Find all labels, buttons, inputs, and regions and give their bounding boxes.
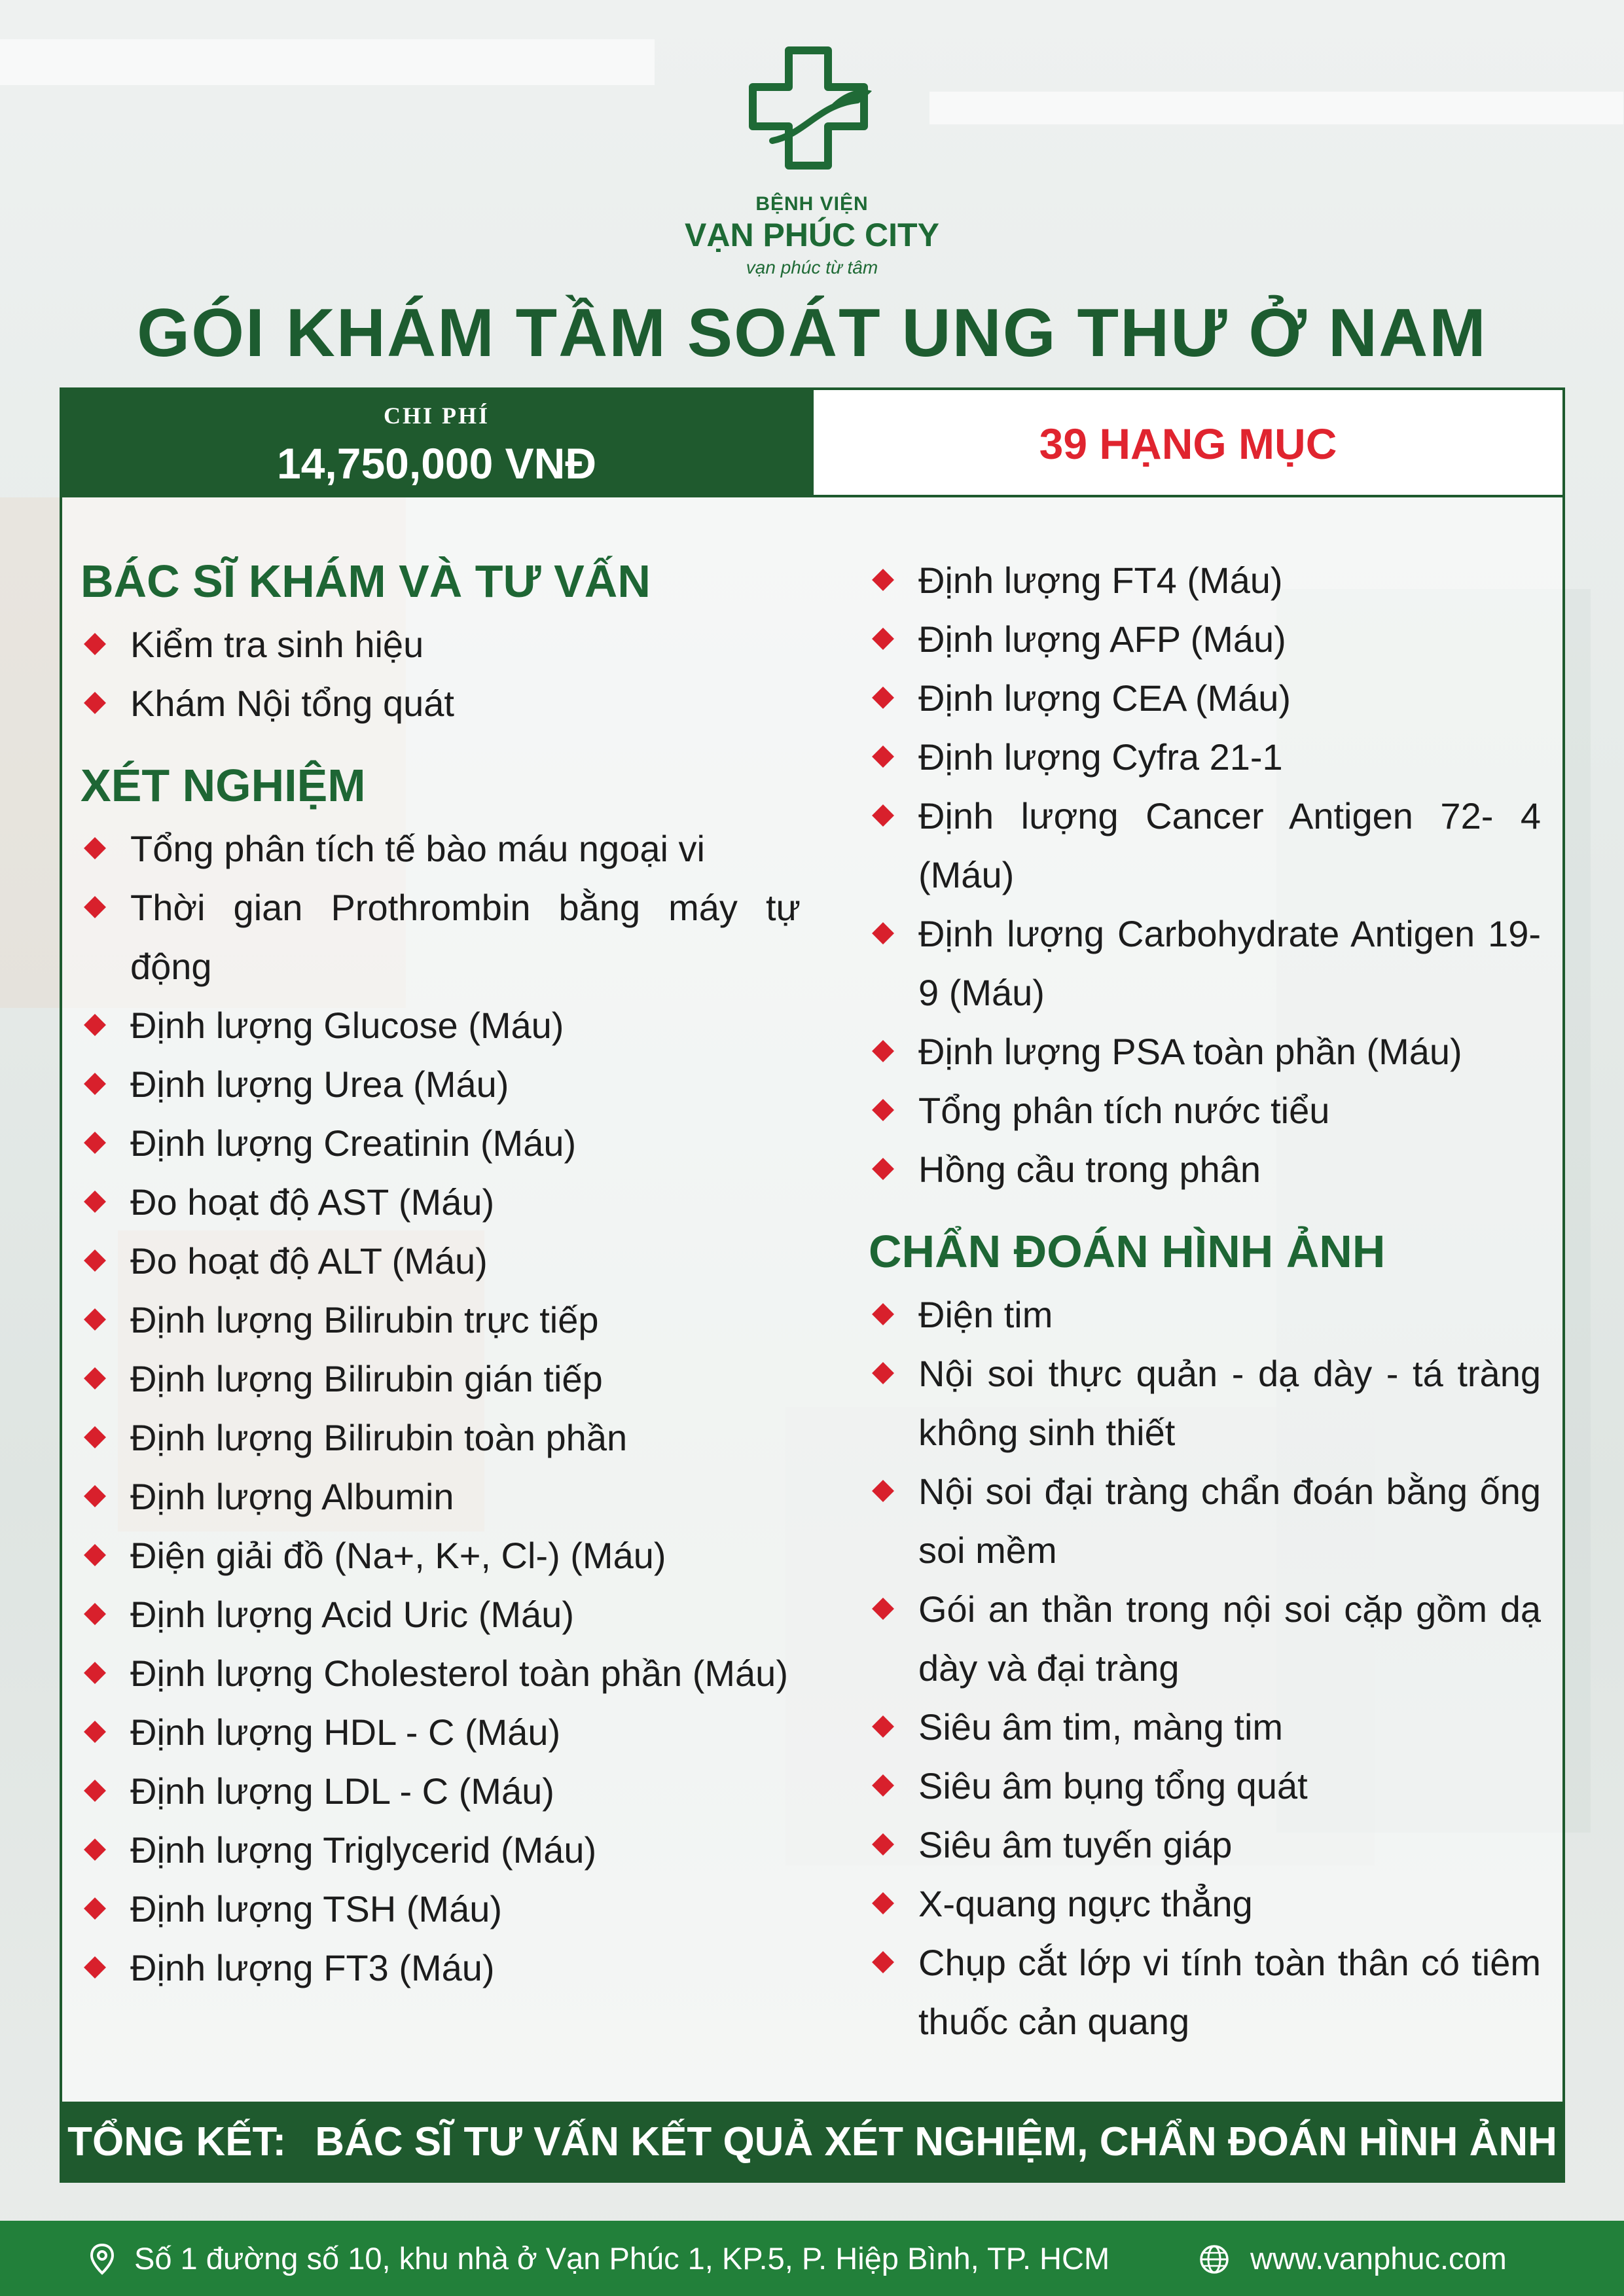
left-column: [81, 550, 801, 1998]
red-diamond-bullet-icon: [84, 1132, 106, 1154]
list-item: Tổng phân tích tế bào máu ngoại vi: [81, 819, 801, 878]
red-diamond-bullet-icon: [872, 804, 894, 827]
list-item: Đo hoạt độ ALT (Máu): [81, 1232, 801, 1291]
right-column: [869, 551, 1541, 2051]
red-diamond-bullet-icon: [872, 922, 894, 944]
list-item: Định lượng Creatinin (Máu): [81, 1114, 801, 1173]
red-diamond-bullet-icon: [872, 1774, 894, 1797]
list-item: Định lượng AFP (Máu): [869, 610, 1541, 669]
list-item: Định lượng Cholesterol toàn phần (Máu): [81, 1644, 801, 1703]
red-diamond-bullet-icon: [872, 1833, 894, 1856]
red-diamond-bullet-icon: [84, 1367, 106, 1390]
list-item: Nội soi thực quản - dạ dày - tá tràng không sinh thiết: [869, 1344, 1541, 1462]
red-diamond-bullet-icon: [872, 687, 894, 709]
red-diamond-bullet-icon: [84, 1780, 106, 1802]
red-diamond-bullet-icon: [84, 1897, 106, 1920]
red-diamond-bullet-icon: [872, 745, 894, 768]
list-item: Định lượng Bilirubin gián tiếp: [81, 1350, 801, 1408]
list-item: Định lượng Urea (Máu): [81, 1055, 801, 1114]
list-item: Định lượng Glucose (Máu): [81, 996, 801, 1055]
list-item: Định lượng Albumin: [81, 1467, 801, 1526]
red-diamond-bullet-icon: [84, 1014, 106, 1036]
red-diamond-bullet-icon: [84, 896, 106, 918]
red-diamond-bullet-icon: [872, 1892, 894, 1914]
red-diamond-bullet-icon: [872, 1480, 894, 1502]
red-diamond-bullet-icon: [84, 692, 106, 714]
list-item: Siêu âm tim, màng tim: [869, 1698, 1541, 1757]
list-item: Siêu âm tuyến giáp: [869, 1816, 1541, 1874]
list-item: Định lượng FT3 (Máu): [81, 1939, 801, 1998]
section-heading-consult: BÁC SĨ KHÁM VÀ TƯ VẤN: [81, 556, 651, 607]
red-diamond-bullet-icon: [84, 1721, 106, 1743]
list-item: Định lượng LDL - C (Máu): [81, 1762, 801, 1821]
brand-name: VẠN PHÚC CITY: [685, 217, 939, 253]
red-diamond-bullet-icon: [84, 1073, 106, 1095]
red-diamond-bullet-icon: [872, 1040, 894, 1062]
section-heading-lab: XÉT NGHIỆM: [81, 760, 366, 811]
summary-label: TỔNG KẾT:: [67, 2119, 287, 2164]
red-diamond-bullet-icon: [872, 1303, 894, 1325]
list-item: Định lượng Bilirubin toàn phần: [81, 1408, 801, 1467]
list-item: Định lượng Triglycerid (Máu): [81, 1821, 801, 1880]
footer-bar: [0, 2221, 1624, 2296]
list-item: Thời gian Prothrombin bằng máy tự động: [81, 878, 801, 996]
imaging-list: [869, 1285, 1541, 2051]
cost-label: CHI PHÍ: [383, 403, 490, 429]
list-item: Định lượng Cancer Antigen 72- 4 (Máu): [869, 787, 1541, 905]
list-item: Định lượng HDL - C (Máu): [81, 1703, 801, 1762]
red-diamond-bullet-icon: [84, 1191, 106, 1213]
red-diamond-bullet-icon: [872, 1362, 894, 1384]
cost-amount: 14,750,000 VNĐ: [276, 439, 596, 488]
red-diamond-bullet-icon: [84, 1603, 106, 1625]
red-diamond-bullet-icon: [84, 1485, 106, 1507]
red-diamond-bullet-icon: [872, 569, 894, 591]
red-diamond-bullet-icon: [872, 1099, 894, 1121]
list-item: Định lượng TSH (Máu): [81, 1880, 801, 1939]
list-item: Định lượng PSA toàn phần (Máu): [869, 1022, 1541, 1081]
website-link[interactable]: www.vanphuc.com: [1250, 2241, 1507, 2276]
red-diamond-bullet-icon: [84, 1544, 106, 1566]
item-count: 39 HẠNG MỤC: [814, 387, 1565, 497]
list-item: Điện tim: [869, 1285, 1541, 1344]
list-item: Định lượng Bilirubin trực tiếp: [81, 1291, 801, 1350]
red-diamond-bullet-icon: [84, 837, 106, 859]
summary-bar: [60, 2102, 1565, 2183]
hospital-cross-logo: [733, 43, 890, 193]
list-item: Định lượng Cyfra 21-1: [869, 728, 1541, 787]
lab-list-continued: [869, 551, 1541, 1199]
red-diamond-bullet-icon: [872, 1598, 894, 1620]
globe-icon: [1199, 2244, 1229, 2274]
lab-list: [81, 819, 801, 1998]
list-item: Chụp cắt lớp vi tính toàn thân có tiêm thuốc cản quang: [869, 1933, 1541, 2051]
location-pin-icon: [89, 2243, 115, 2276]
red-diamond-bullet-icon: [84, 1662, 106, 1684]
list-item: Định lượng Acid Uric (Máu): [81, 1585, 801, 1644]
red-diamond-bullet-icon: [84, 1956, 106, 1979]
list-item: Đo hoạt độ AST (Máu): [81, 1173, 801, 1232]
summary-text: BÁC SĨ TƯ VẤN KẾT QUẢ XÉT NGHIỆM, CHẨN ĐOÁN HÌNH ẢNH: [315, 2119, 1557, 2164]
list-item: Kiểm tra sinh hiệu: [81, 615, 801, 674]
red-diamond-bullet-icon: [872, 628, 894, 650]
list-item: Nội soi đại tràng chẩn đoán bằng ống soi mềm: [869, 1462, 1541, 1580]
red-diamond-bullet-icon: [84, 633, 106, 655]
red-diamond-bullet-icon: [872, 1158, 894, 1180]
list-item: X-quang ngực thẳng: [869, 1874, 1541, 1933]
consult-list: [81, 615, 801, 733]
brand-slogan: vạn phúc từ tâm: [746, 257, 878, 278]
list-item: Siêu âm bụng tổng quát: [869, 1757, 1541, 1816]
page-title: GÓI KHÁM TẦM SOÁT UNG THƯ Ở NAM: [137, 295, 1487, 371]
red-diamond-bullet-icon: [84, 1426, 106, 1448]
red-diamond-bullet-icon: [84, 1308, 106, 1331]
list-item: Khám Nội tổng quát: [81, 674, 801, 733]
section-heading-imaging: CHẨN ĐOÁN HÌNH ẢNH: [869, 1226, 1386, 1277]
list-item: Điện giải đồ (Na+, K+, Cl-) (Máu): [81, 1526, 801, 1585]
red-diamond-bullet-icon: [872, 1951, 894, 1973]
list-item: Tổng phân tích nước tiểu: [869, 1081, 1541, 1140]
list-item: Định lượng Carbohydrate Antigen 19-9 (Máu): [869, 905, 1541, 1022]
red-diamond-bullet-icon: [84, 1839, 106, 1861]
list-item: Định lượng CEA (Máu): [869, 669, 1541, 728]
list-item: Định lượng FT4 (Máu): [869, 551, 1541, 610]
brand-hospital-label: BỆNH VIỆN: [755, 193, 869, 215]
red-diamond-bullet-icon: [872, 1715, 894, 1738]
list-item: Hồng cầu trong phân: [869, 1140, 1541, 1199]
footer-address: Số 1 đường số 10, khu nhà ở Vạn Phúc 1, KP.5, P. Hiệp Bình, TP. HCM: [134, 2241, 1110, 2276]
list-item: Gói an thần trong nội soi cặp gồm dạ dày và đại tràng: [869, 1580, 1541, 1698]
red-diamond-bullet-icon: [84, 1249, 106, 1272]
cost-box: [60, 387, 814, 497]
